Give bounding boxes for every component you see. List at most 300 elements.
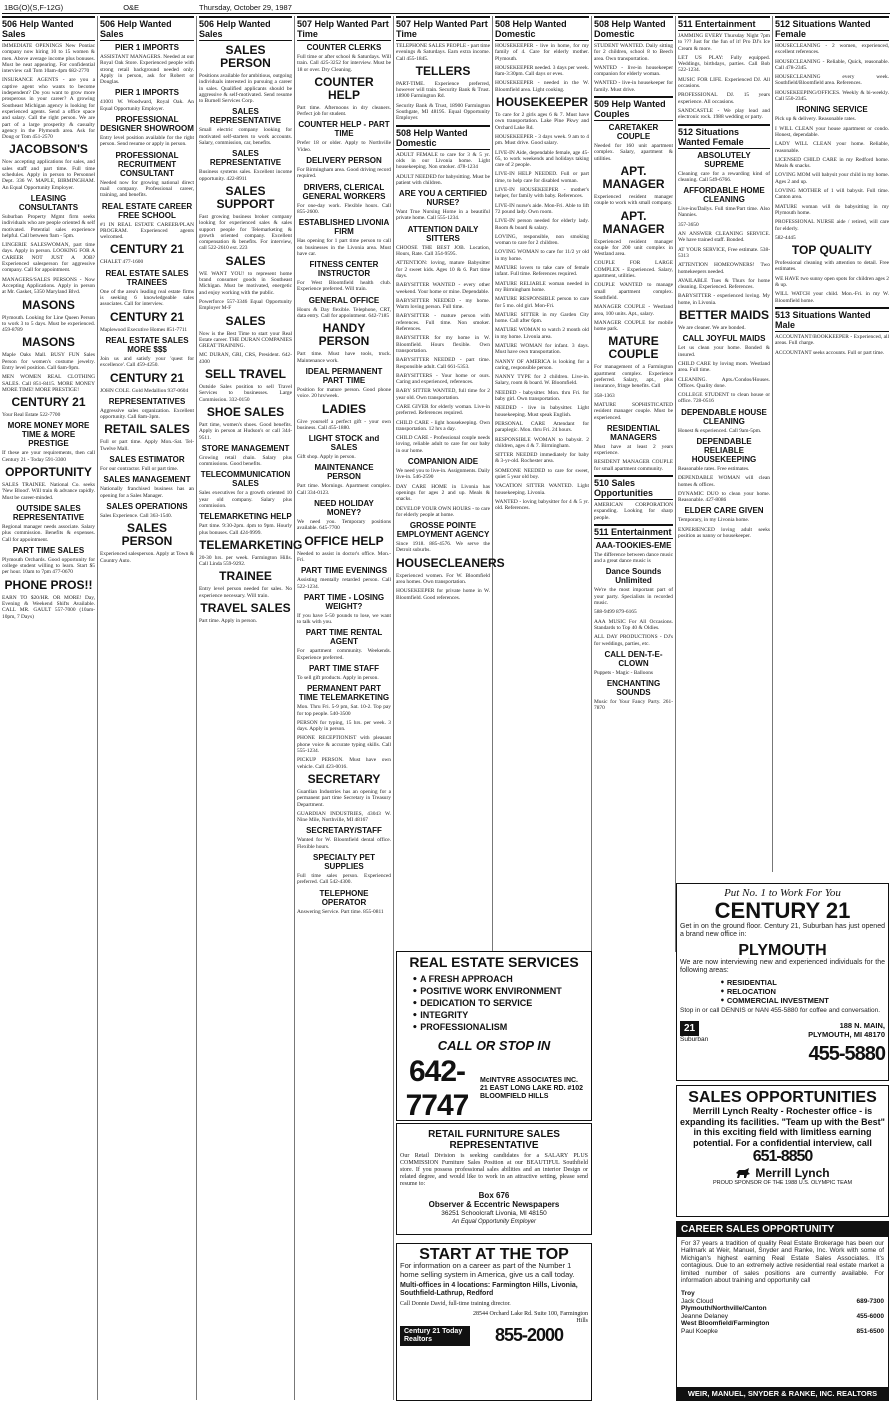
bullet-item: INTEGRITY [420, 1010, 469, 1020]
ad-title: Dance Sounds Unlimited [605, 567, 662, 586]
address-line-2: PLYMOUTH, MI 48170 [808, 1030, 885, 1039]
bullet-item: DEDICATION TO SERVICE [420, 998, 533, 1008]
issue-date: Thursday, October 29, 1987 [199, 3, 292, 12]
brand-name: CENTURY 21 [714, 898, 851, 923]
ad-body: ATTENTION: loving, mature Babysitter for 2 sweet kids. Ages 10 & 6. Part time days. [396, 260, 490, 279]
ad-body: Give yourself a perfect gift - your own business. Call 455-1880. [297, 418, 391, 431]
ad-body: BABYSITTER for my home in W. Bloomfield. Hours flexible. Own transportation. [396, 335, 490, 354]
ad-body: ADULT NEEDED for babysitting. Must be patient with children. [396, 173, 490, 186]
phone-number: 855-2000 [494, 1325, 564, 1345]
ad-title: MAINTENANCE PERSON [314, 463, 374, 482]
ad-body: Part time. Afternoons in dry cleaners. Perfect job for student. [297, 104, 391, 118]
ad-title: PIER 1 IMPORTS [114, 43, 179, 52]
ad-title: CENTURY 21 [109, 309, 185, 324]
ad-body: LIVE-IN nurse's aide. Mon-Fri. Able to lift 72 pound lady. Own room. [495, 202, 589, 215]
ad-body: #1 IN REAL ESTATE CAREER/PLAN PROGRAM. Experienced agents welcomed. [100, 221, 194, 241]
ad-body: Experienced salesperson. Apply at Town & Country Auto. [100, 551, 194, 564]
ad-body: Music for Your Fancy Party. 261-7870 [594, 699, 673, 712]
ad-body: CHILD CARE - light housekeeping. Own transportation. 12 hrs a day. [396, 419, 490, 432]
ad-body: Your Real Estate 522-7700 [2, 412, 61, 419]
company-name: McINTYRE ASSOCIATES INC. [479, 1077, 578, 1084]
bull-icon [735, 1167, 751, 1179]
ad-body: 588-9499 879-6165 [594, 609, 637, 616]
ad-body: Pick up & delivery. Reasonable rates. [775, 116, 856, 123]
ad-body: BABYSITTER - experienced loving. My home, in Livonia. [678, 293, 770, 306]
section-header: 511 Entertainment [594, 524, 673, 539]
office-row [681, 1290, 884, 1305]
ad-body: BABYSITTER NEEDED - part time. Responsible adult. Call 661-5353. [396, 357, 490, 370]
ad-title: SALES REPRESENTATIVE [209, 149, 282, 168]
ad-title: SECRETARY/STAFF [306, 826, 382, 836]
address-line-1: 188 N. MAIN, [839, 1021, 885, 1030]
ad-title: SPECIALTY PET SUPPLIES [313, 853, 375, 872]
ad-body: Nationally franchised business has an opening for a Sales Manager. [100, 486, 194, 499]
ad-title: PIER 1 IMPORTS [114, 88, 179, 98]
section-header: 512 Situations Wanted Female [775, 16, 889, 41]
ad-body: Maple Oaks Mall. BUSY FUN Sales Person for women's costume jewelry. Entry level position. Call 6am-9pm. [2, 352, 95, 371]
ad-body: SOMEONE NEEDED to care for sweet, quiet 5 year old boy. [495, 467, 589, 481]
ad-body: VACATION SITTER WANTED. Light housekeeping. Livonia. [495, 483, 589, 496]
ad-body: For apartment community. Weekends. Experience preferred. [297, 648, 391, 661]
ad-body: SALES TRAINEE. National Co. seeks 'New Blood'. Will train & advance rapidly. Must be career-minded. [2, 482, 95, 501]
office-name: Suburban [680, 1035, 709, 1043]
ad-body: HOUSECLEANING - Reliable, Quick, reasonable. Call 478-2345. [775, 58, 889, 71]
paper-address: 36251 Schoolcraft Livonia, MI 48150 [441, 1210, 547, 1217]
ad-body: MEN WOMEN REAL CLOTHING SALES. Call 851-8415. MORE MONEY MORE TIME! MORE PRESTIGE! [2, 374, 95, 393]
ad-body: The difference between dance music and a great dance music is [594, 551, 673, 565]
ad-title: PART TIME RENTAL AGENT [305, 628, 383, 647]
ad-title: SALES SUPPORT [216, 183, 275, 211]
ad-body: COUPLE FOR LARGE COMPLEX - Experienced. Salary, apartment, utilities. [594, 260, 673, 280]
ad-body: Now accepting applications for sales, and sales staff and part time. Full time schedules. Apply in person to Personnel Dept. 336 W. MAPLE, BIRMINGHAM. An Equal Opportunity Employer. [2, 159, 95, 191]
intro-text: Get in on the ground floor. Century 21, Suburban has just opened a brand new office in: [680, 923, 885, 938]
ad-title: DEPENDABLE HOUSE CLEANING [681, 407, 767, 426]
ad-body: Entry level position available for the right person. Send resume or apply in person. [100, 135, 194, 148]
ad-title: IDEAL PERMANENT PART TIME [305, 366, 383, 385]
ad-body: ACCOUNTANT/BOOKKEEPER - Experienced, all areas. Full charge. [775, 333, 889, 347]
ad-body: MANAGERS/SALES PERSONS - Now Accepting Applications. Apply in person at Mr. Gasket, 5350 Maryland Blvd. [2, 276, 95, 296]
bullet-item: PROFESSIONALISM [420, 1022, 508, 1032]
ad-title: ARE YOU A CERTIFIED NURSE? [398, 189, 488, 208]
ad-body: PERSONAL CARE Attendant for paraplegic. Mon. thru Fri. 24 hours. [495, 420, 589, 434]
ad-body: Guardian Industries has an opening for a permanent part time Secretary in Treasury Department. [297, 788, 391, 808]
ad-body: For one-day work. Flexible hours. Call 855-2600. [297, 202, 391, 215]
column-9 [773, 16, 891, 872]
ad-title: PHONE PROS!! [4, 577, 93, 592]
ad-title: CENTURY 21 [109, 242, 185, 257]
ad-title: SELL TRAVEL [205, 367, 286, 382]
ad-body: ASSISTANT MANAGERS. Needed at our Royal Oak Store. Experienced people with strong retail background needed only. Apply in person, ask for Robert or Douglas. [100, 54, 194, 86]
section-header: 511 Entertainment [678, 16, 770, 31]
ad-title: PART TIME STAFF [309, 663, 379, 673]
ad-title: RETAIL SALES [104, 422, 190, 437]
ads-list [495, 43, 589, 512]
ad-title: TELEPHONE OPERATOR [319, 888, 369, 907]
ad-body: PROFESSIONAL NURSE aide / retired, will care for elderly. [775, 219, 889, 232]
ad-body: WANTED - live-in housekeeper companion for elderly woman. [594, 64, 673, 78]
ad-title: REAL ESTATE SALES MORE $$$ [105, 335, 189, 354]
ads-list [775, 43, 889, 356]
phone-number: 651-8850 [752, 1148, 813, 1165]
brand-name: Merrill Lynch [755, 1166, 830, 1180]
office-phone: 851-6500 [856, 1327, 884, 1335]
ad-body: Wanted for W. Bloomfield dental office. Flexible hours. [297, 837, 391, 850]
ad-body: Gift shop. Apply in person. [297, 454, 356, 461]
ad-body: Hours & Day flexible. Telephone, CRT, data entry. Call for appointment. 642-7185 [297, 306, 391, 320]
ad-body: CHILD CARE - Professional couple needs loving, reliable adult to care for our baby in our home. [396, 435, 490, 454]
ads-list [594, 43, 673, 712]
ads-list [678, 33, 770, 539]
ad-body: WANTED - live-in housekeeper for family. Must drive. [594, 80, 673, 93]
ad-body: AN ANSWER CLEANING SERVICE. We have trained staff. Bonded. [678, 231, 770, 244]
ads-list [2, 43, 95, 620]
contact-line: Call Donnie David, full-time training director. [400, 1301, 511, 1307]
ad-title: REAL ESTATE CAREER FREE SCHOOL [101, 201, 193, 220]
ad-body: AMERICAN CORPORATION expanding. Looking for sharp people. [594, 501, 673, 521]
ad-body: ACCOUNTANT seeks accounts. Full or part time. [775, 349, 885, 356]
ad-title: TRAINEE [219, 569, 272, 584]
area-item: COMMERCIAL INVESTMENT [726, 996, 829, 1005]
ad-title: SALES PERSON [121, 521, 173, 549]
column-7 [592, 16, 676, 952]
ad-body: For our contractor. Full or part time. [100, 466, 179, 473]
ad-body: DEPENDABLE WOMAN will clean homes & offices. [678, 475, 770, 488]
ad-body: Needed now for growing national direct mail company. Professional career, training, and benefits. [100, 179, 194, 199]
ad-body: WILL WATCH your child. Mon.-Fri. in my W. Bloomfield home. [775, 291, 889, 304]
ad-body: MANAGER COUPLE for mobile home park. [594, 319, 673, 333]
ad-title: PART TIME SALES [12, 545, 85, 555]
ad-body: IMMEDIATE OPENINGS New Pontiac company now hiring 10 to 15 women & men. Above average income plus bonuses. Must be neat appearing. For confidential interview call Tom 10am-4pm 682-2770 [2, 43, 95, 75]
ad-body: Cleaning care for a rewarding kind of cleaning. Call 549-6766. [678, 170, 770, 183]
ad-body: HOUSEKEEPER for private home in W. Bloomfield. Good references. [396, 588, 490, 601]
bullet-icon: • [412, 987, 418, 997]
ad-body: EXPERIENCED loving adult seeks position as nanny or housekeeper. [678, 526, 770, 540]
ad-body: LIVE-IN HELP NEEDED. Full or part time, to help care for disabled woman. [495, 171, 589, 184]
ad-body: LINGERIE SALESWOMAN, part time days. Apply in person. LOOKING FOR A CAREER NOT JUST A JOB? Experienced salesperson for aggressive company. Call for appointment. [2, 242, 95, 274]
ads-list [297, 43, 391, 915]
century21-logo: 21 [680, 1021, 699, 1036]
ad-body: DYNAMIC DUO to clean your home. Reasonable. 427-8086 [678, 490, 770, 504]
ad-title: REAL ESTATE SERVICES [409, 954, 579, 970]
ad-body: Professional cleaning with attention to detail. Free estimates. [775, 260, 889, 273]
ad-title: NEED HOLIDAY MONEY? [314, 499, 374, 518]
ad-body: HOUSECLEANING every week. Southfield/Bloomfield area. References. [775, 74, 889, 87]
ad-title: MATURE COUPLE [608, 334, 659, 362]
ad-title: MASONS [22, 297, 75, 312]
ad-body: Must have at least 2 years experience. [594, 443, 673, 457]
ad-body: PHONE RECEPTIONIST with pleasant phone voice & accurate typing skills. Call 555-1234. [297, 735, 391, 755]
ad-body: For 37 years a tradition of quality Real Estate Brokerage has been our Hallmark at Weir, Manuel, Snyder and Ranke, Inc. Work with some of Michigan's highest earning Real Estate Sales Associates. It's contagious. Due to an extremely active residential real estate market a limited number of sales positions are currently available. For information about training and opportunity call [681, 1240, 884, 1285]
ad-body: Sales executives for a growth oriented 10 year old company. Salary plus commission. [199, 490, 292, 509]
ad-body: MATURE woman will do babysitting in my Plymouth home. [775, 203, 889, 216]
ad-body: We are cleaner. We are bonded. [678, 325, 746, 332]
ad-body: We need you. Temporary positions available. 645-7700 [297, 519, 391, 532]
ad-body: Security Bank & Trust, 18900 Farmington Southgate, MI 48195. Equal Opportunity Employer. [396, 102, 490, 122]
company-address: 21 EAST LONG LAKE RD. #102 BLOOMFIELD HILLS [479, 1085, 584, 1100]
company-footer: WEIR, MANUEL, SNYDER & RANKE, INC. REALTORS [677, 1387, 888, 1400]
ad-body: LICENSED CHILD CARE in my Redford home. Meals & snacks. [775, 156, 889, 170]
ad-body: Needed for 160 unit apartment complex. Salary, apartment & utilities. [594, 143, 673, 162]
ad-body: To sell gift products. Apply in person. [297, 674, 379, 681]
office-locations: Multi-offices in 4 locations: Farmington Hills, Livonia, Southfield-Lathrup, Redford [400, 1282, 578, 1297]
ad-body: NEEDED - babysitter. Mon. thru Fri. for baby girl. Own transportation. [495, 389, 589, 403]
ad-title: COUNTER HELP - PART TIME [298, 120, 390, 139]
ad-body: MATURE lovers to take care of female infant. Full time. References required. [495, 265, 589, 278]
ad-title: FITNESS CENTER INSTRUCTOR [309, 260, 379, 279]
ad-body: Experienced resident manager couple to work with small company. [594, 193, 673, 207]
ad-title: SALES ESTIMATOR [109, 455, 185, 465]
ad-title: CENTURY 21 [11, 395, 86, 410]
ad-title: RESIDENTIAL MANAGERS [606, 423, 661, 442]
ad-title: HANDY PERSON [318, 321, 370, 349]
section-header: 508 Help Wanted Domestic [396, 125, 490, 150]
ad-body: Fast growing business broker company looking for experienced sales & sales support people for Telemarketing & growth oriented company. Excellent compensation & benefits. For interview, call 522-2610 ext. 223 [199, 213, 292, 252]
ad-body: Sales Experience. Call 363-1540. [100, 512, 173, 519]
ad-title: HOUSECLEANERS [396, 555, 505, 570]
section-header: 510 Sales Opportunities [594, 475, 673, 500]
start-at-top-ad [396, 1243, 592, 1401]
paper-name: Observer & Eccentric Newspapers [428, 1200, 560, 1209]
ad-body: Puppets - Magic - Balloons [594, 669, 653, 676]
ad-title: BETTER MAIDS [679, 308, 769, 323]
ad-body: CLEANING. Apts./Condos/Houses. Offices. Quality done. [678, 376, 770, 389]
ad-body: SANDCASTLE - We play lead and electronic rock. 1988 wedding or party. [678, 107, 770, 121]
ad-title: START AT THE TOP [419, 1246, 569, 1263]
ad-title: ATTENTION DAILY SITTERS [407, 224, 479, 243]
office-row [681, 1320, 884, 1335]
century21-plymouth-ad [676, 883, 889, 1081]
ad-body: RESPONSIBLE WOMAN to babysit. 2 children, ages 4 & 7. Birmingham. [495, 436, 589, 449]
sponsor-note: PROUD SPONSOR OF THE 1988 U.S. OLYMPIC TEAM [712, 1180, 853, 1186]
ad-body: Plymouth. Looking for Line Queen Person to work 3 to 5 days. Must be experienced. 459-8789 [2, 314, 95, 334]
section-header: 507 Help Wanted Part Time [297, 16, 391, 41]
office-phone: 455-6000 [856, 1312, 884, 1320]
ad-body: LIVE-IN HOUSEKEEPER - mother's helper, for family with baby. References. [495, 187, 589, 200]
bullet-icon: • [720, 978, 725, 987]
ad-body: We need you to live-in. Assignments. Daily live-in. 546-2590 [396, 468, 490, 481]
ad-body: Aggressive sales organization. Excellent opportunity. Call 8am-3pm. [100, 407, 194, 421]
ad-body: Answering Service. Part time. 855-0811 [297, 908, 384, 915]
ad-title: PROFESSIONAL DESIGNER SHOWROOM [100, 115, 194, 134]
ad-body: MUSIC FOR LIFE. Experienced DJ. All occasions. [678, 76, 770, 90]
ad-title: SALES REPRESENTATIVE [209, 107, 282, 126]
ad-body: Small electric company looking for motivated self-starters to work accounts. Salary, commission, car, benefits. [199, 127, 292, 147]
ad-body: WE HAVE two sunny open spots for children ages 2 & up. [775, 275, 889, 289]
ad-body: If these are your requirements, then call Century 21 - Today 591-3300 [2, 450, 95, 463]
ad-body: JOHN COLE. Gold Medallion 937-0604 [100, 387, 189, 394]
ad-title: IRONING SERVICE [796, 105, 868, 115]
ad-body: If you have 5-50 pounds to lose, we want to talk with you. [297, 612, 391, 626]
ad-title: RETAIL FURNITURE SALES REPRESENTATIVE [428, 1129, 560, 1151]
ad-body: HOUSEKEEPER needed. 3 days per week. 8am-3:30pm. Call days or eves. [495, 64, 589, 78]
office-contact: Jack Cloud [681, 1297, 714, 1305]
ad-title: OFFICE HELP [304, 533, 384, 548]
ad-body: BABYSITTERS - Your home or ours. Caring and experienced, references. [396, 372, 490, 386]
ad-title: ENCHANTING SOUNDS [606, 679, 661, 698]
ad-title: CALL DEN-T-E-CLOWN [604, 649, 663, 668]
section-header: 513 Situations Wanted Male [775, 307, 889, 332]
section-header: 509 Help Wanted Couples [594, 96, 673, 121]
ad-body: BABY SITTER WANTED, full time for 2 year old. Own transportation. [396, 388, 490, 401]
retail-furniture-ad [396, 1123, 592, 1235]
ad-body: For management of a Farmington apartment complex. Experience preferred. Salary, apt., plus insurance, fringe benefits. Call [594, 364, 673, 390]
ad-title: CARETAKER COUPLE [608, 123, 659, 142]
ad-title: REAL ESTATE SALES TRAINEES [105, 268, 189, 287]
box-number: Box 676 [478, 1191, 510, 1200]
ad-body: LIVE-IN person needed for elderly lady. Room & board & salary. [495, 218, 589, 231]
ad-body: DEVELOP YOUR OWN HOURS - to care for elderly people at home. [396, 505, 490, 518]
ad-body: AT YOUR SERVICE, Free estimate. 538-5313 [678, 246, 770, 259]
ad-body: Let us clean your home. Bonded & insured. [678, 345, 770, 358]
ad-title: ESTABLISHED LIVONIA FIRM [298, 218, 390, 237]
ad-title: TOP QUALITY [791, 243, 873, 258]
ad-body: Full time or after school & Saturdays. Will train. Call 425-3252 for interview. Must be 18 or over. Dry Cleaning. [297, 54, 391, 73]
ad-body: For Birmingham area. Good driving record required. [297, 167, 391, 180]
ad-body: LOVING, responsible, non smoking woman to care for 2 children. [495, 233, 589, 247]
ad-title: PART TIME - LOSING WEIGHT? [303, 592, 385, 611]
ads-list [199, 43, 303, 625]
ad-title: SHOE SALES [206, 404, 285, 419]
call-line: CALL OR STOP IN [437, 1038, 551, 1053]
ad-body: MATURE RELIABLE woman needed in my Birmingham home. [495, 280, 589, 293]
ad-body: Live-ins/Dailys. Full time/Part time. Also Nannies. [678, 206, 770, 219]
ad-title: OPPORTUNITY [5, 465, 92, 480]
ad-title: PROFESSIONAL RECRUITMENT CONSULTANT [115, 150, 179, 178]
bullet-item: POSITIVE WORK ENVIRONMENT [420, 986, 562, 996]
bullet-icon: • [412, 975, 418, 985]
ad-body: To care for 2 girls ages 6 & 7. Must have own transportation. Lake Pine Pkwy and Orchard Lake Rd. [495, 112, 589, 131]
section-header: 512 Situations Wanted Female [678, 124, 770, 149]
ad-body: LADY WILL CLEAN your home. Reliable, reasonable. [775, 141, 889, 154]
office-phone: 689-7300 [856, 1297, 884, 1305]
ad-title: APT. MANAGER [602, 208, 665, 236]
column-5 [394, 16, 505, 952]
ad-body: BABYSITTER NEEDED - my home. Warm loving person. Full time. [396, 297, 490, 311]
area-item: RELOCATION [726, 987, 776, 996]
ad-body: PART-TIME. Experience preferred, however will train. Security Bank & Trust. 18900 Farmington Rd. [396, 80, 490, 100]
ad-body: MATURE WOMAN for infant. 3 days. Must have own transportation. [495, 342, 589, 356]
ad-body: 20-30 hrs. per week. Farmington Hills. Call Linda 559-9292. [199, 554, 292, 568]
ad-body: CHILD CARE by loving mom. Westland area. Full time. [678, 360, 770, 374]
ad-body: HOUSEKEEPER - needed in the W. Bloomfield area. Light cooking. [495, 80, 589, 93]
ad-body: Has opening for 1 part time person to call on businesses in the Livonia area. Must have car. [297, 238, 391, 257]
ad-body: Merrill Lynch Realty - Rochester office - is expanding its facilities. "Team up with the Best" in this exciting field with limitless earning potential. For a confidential interview, call [680, 1106, 885, 1148]
ad-body: CARE GIVER for elderly woman. Live-in preferred. References required. [396, 403, 490, 417]
masthead [2, 2, 890, 14]
bullet-icon: • [412, 999, 418, 1009]
section-header: 506 Help Wanted Sales [199, 16, 292, 41]
office-contact: Paul Koepke [681, 1327, 718, 1335]
section-header: 507 Help Wanted Part Time [396, 16, 490, 41]
ad-body: ATTENTION HOMEOWNERS! Two homekeepers needed. [678, 262, 770, 275]
ad-body: RESIDENT MANAGER COUPLE for small apartment community. [594, 459, 673, 472]
ad-body: Assisting mentally retarded person. Call 522-1234. [297, 577, 391, 590]
ad-body: Position for mature person. Good phone voice. 20 hrs/week. [297, 386, 391, 400]
ad-title: LIGHT STOCK and SALES [308, 434, 380, 453]
ad-body: COLLEGE STUDENT to clean house or office. 728-0516 [678, 392, 770, 405]
bullet-list [400, 974, 588, 1034]
ad-title: DRIVERS, CLERICAL GENERAL WORKERS [302, 182, 386, 201]
ad-body: JAMMING EVERY Thursday Night 7pm to ??? Just for the fun of it! Pro DJ's Ice Cream & more. [678, 33, 770, 52]
ad-body: Mon. Thru Fri. 5-9 pm, Sat. 10-2. Top pay for top people. 540-3500 [297, 704, 391, 717]
ad-body: NANNY TYPE for 2 children. Live-in. Salary, room & board. W. Bloomfield. [495, 374, 589, 387]
ad-body: CHALET 477-1600 [100, 259, 144, 266]
ad-body: Full time sales person. Experienced preferred. Call 542-4300. [297, 873, 391, 886]
ads-list [396, 43, 505, 601]
ad-title: SALES OPPORTUNITIES [688, 1089, 877, 1106]
ad-body: Maplewood Executive Homes 851-7711 [100, 326, 188, 333]
real-estate-services-ad [396, 951, 592, 1121]
ad-title: SALES MANAGEMENT [103, 475, 191, 485]
phone-number: 455-5880 [808, 1042, 885, 1065]
ads-list [100, 43, 194, 564]
section-header: 508 Help Wanted Domestic [495, 16, 589, 41]
ad-title: COUNTER CLERKS [306, 43, 382, 52]
ad-title: LADIES [321, 401, 366, 416]
ad-body: BABYSITTER - mature person with references. Full time. Non smoker. References. [396, 313, 490, 333]
ad-body: Plymouth Orchards. Good opportunity for college student willing to learn. Start $5 per hour. 10am to 7pm 477-0670 [2, 556, 95, 576]
ad-body: Full or part time. Apply Mon.-Sat. Tel-Twelve Mall. [100, 439, 194, 452]
ad-body: GUARDIAN INDUSTRIES, 43043 W. Nine Mile, Northville, MI 48167 [297, 810, 391, 824]
ad-body: Honest & experienced. Call 9am-5pm. [678, 427, 762, 434]
section-header: 506 Help Wanted Sales [100, 16, 194, 41]
paper-name: O&E [123, 3, 140, 12]
page-code: 1BG(O)(S,F-12G) [4, 3, 64, 12]
career-sales-ad [676, 1221, 889, 1401]
ad-body: WE WANT YOU! to represent home brand consumer goods in Southeast Michigan. Must be motivated, energetic and enjoy working with the public. [199, 270, 292, 296]
phone-number: 642-7747 [405, 1055, 469, 1122]
ad-title: ABSOLUTELY SUPREME [697, 150, 751, 169]
ad-title: GROSSE POINTE EMPLOYMENT AGENCY [396, 521, 490, 540]
ad-body: Since 1918. 885-4576. We serve the Detroit suburbs. [396, 541, 490, 554]
ad-body: 358-1363 [594, 392, 615, 399]
ad-title: DEPENDABLE RELIABLE HOUSEKEEPING [691, 436, 757, 464]
ad-body: NANNY OF AMERICA is looking for a caring, responsible person. [495, 358, 589, 371]
ad-body: INSURANCE AGENTS - are you a captive agent who wants to become independent? Do you want to grow more prosperous in your career? A growing Southeast Michigan agency is looking for experienced agents. Send a office space and salary. Call the right person. We are part of a large prosperity & casualty agency in the Plymouth area. Ask for Doug or Tom 451-2570 [2, 77, 95, 141]
ad-body: Reasonable rates. Free estimates. [678, 465, 750, 472]
ad-title: SALES OPERATIONS [106, 501, 188, 511]
ad-body: HOUSEKEEPING/OFFICES. Weekly & bi-weekly. Call 550-2345. [775, 89, 889, 103]
ad-body: WANTED - loving babysitter for 4 & 5 yr. old. References. [495, 498, 589, 512]
ad-body: 41001 W. Woodward, Royal Oak. An Equal Opportunity Employer. [100, 99, 194, 112]
ad-title: PART TIME EVENINGS [300, 566, 388, 576]
ad-title: SALES PERSON [220, 43, 271, 70]
ad-body: MATURE SOPHISTICATED resident manager couple. Must be experienced. [594, 401, 673, 421]
ad-title: ELDER CARE GIVEN [684, 506, 764, 516]
ad-body: AAA MUSIC For All Occasions. Standards to Top 40 & Oldies. [594, 618, 673, 631]
ad-body: Temporary, in my Livonia home. [678, 517, 750, 524]
ad-body: Part time. Apply in person. [199, 618, 258, 625]
bullet-icon: • [412, 1023, 418, 1033]
ad-title: CENTURY 21 [109, 370, 185, 385]
bullet-item: A FRESH APPROACH [419, 974, 513, 984]
address: 28544 Orchard Lake Rd. Suite 100, Farmington Hills [473, 1311, 588, 1324]
ad-body: Part time. 9:30-2pm. 4pm to 9pm. Hourly plus bonuses. Call 424-9999. [199, 523, 292, 536]
ad-body: 357-3650 [678, 221, 699, 228]
ad-title: APT. MANAGER [602, 163, 665, 191]
column-1 [0, 16, 98, 1400]
ad-body: MANAGER COUPLE - Westland area, 100 units. Apt., salary. [594, 304, 673, 317]
areas-text: We are now interviewing new and experienced individuals for the following areas: [680, 959, 885, 974]
ad-body: Part time. Must have tools, truck. Maintenance work. [297, 351, 391, 364]
ad-body: One of the area's leading real estate firms is seeking 6 knowledgeable sales associates. Call for interview. [100, 288, 194, 308]
office-contact: Jeanne Delaney [681, 1312, 728, 1320]
ad-title: TRAVEL SALES [200, 601, 291, 616]
ad-title: GENERAL OFFICE [308, 295, 380, 305]
ad-body: PERSON for typing, 15 hrs. per week. 3 days. Apply in person. [297, 719, 391, 733]
ad-body: TELEPHONE SALES PEOPLE - part time evenings & Saturdays. Earn extra income. Call 455-1845. [396, 43, 490, 62]
area-item: RESIDENTIAL [726, 978, 777, 987]
